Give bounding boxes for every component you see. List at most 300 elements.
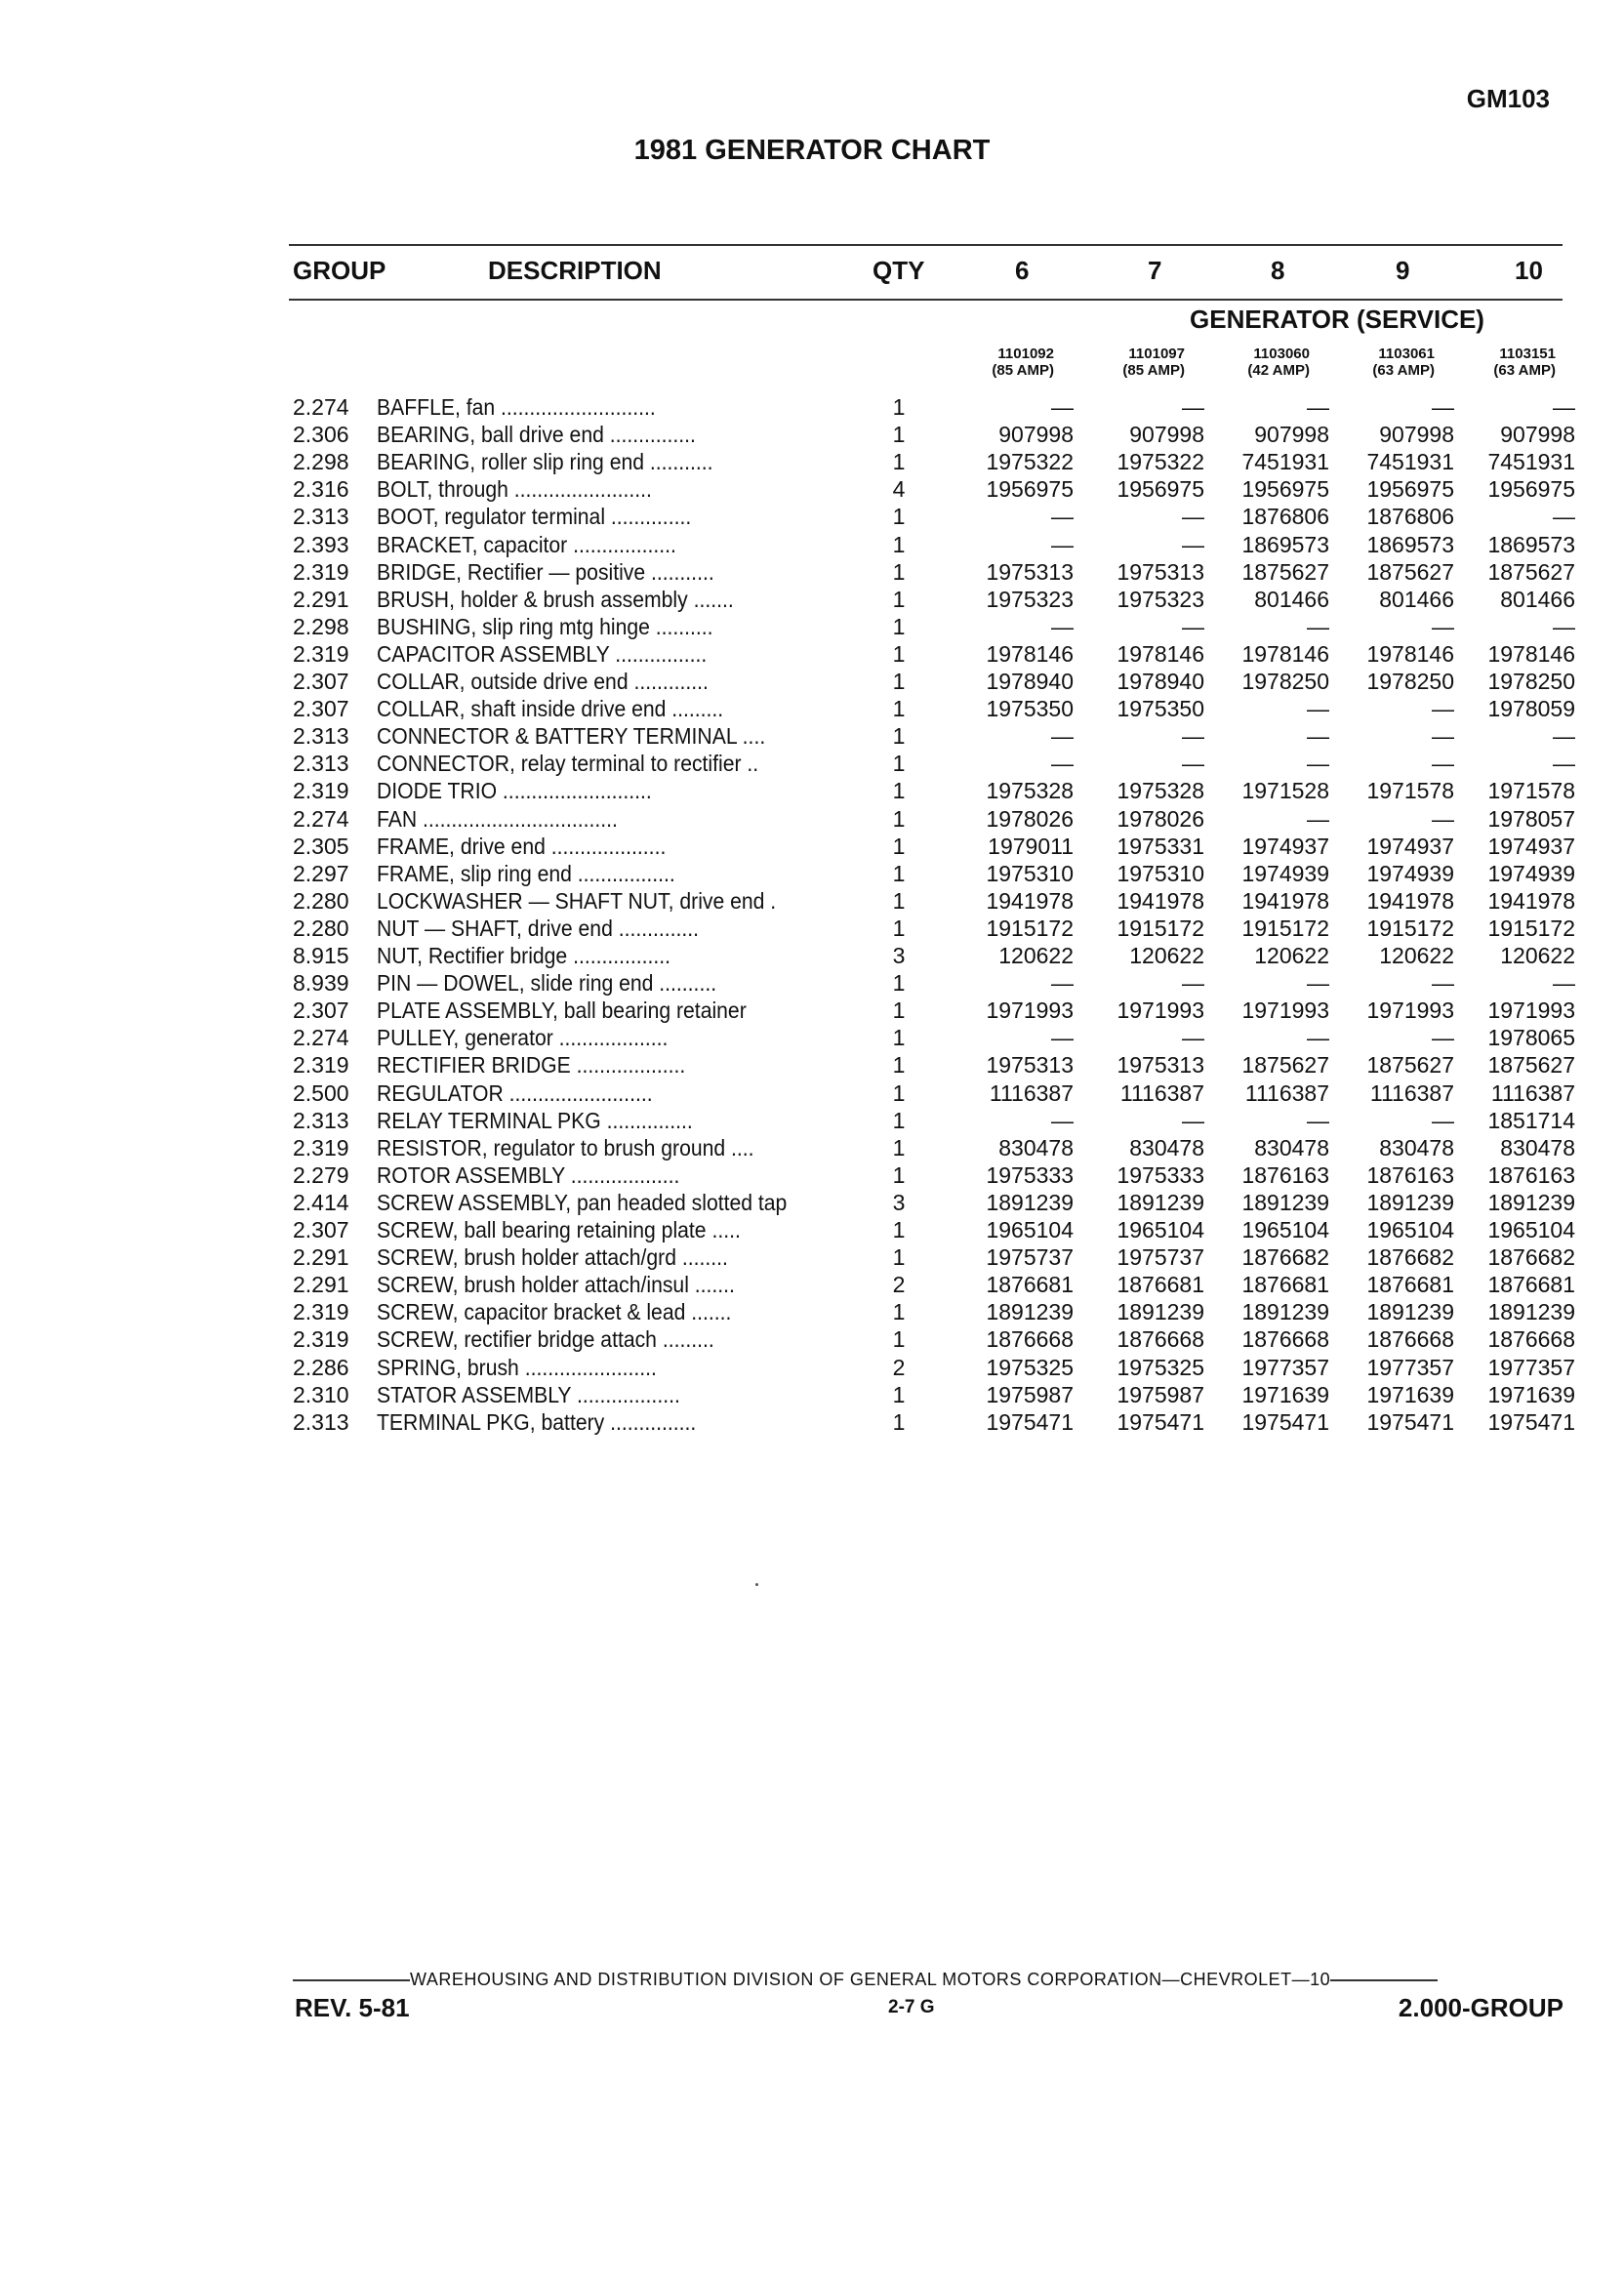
row-description: SPRING, brush ....................... <box>377 1354 657 1380</box>
subheader-generator: GENERATOR (SERVICE) <box>1190 305 1484 334</box>
row-part-number: 1975313 <box>986 1052 1074 1079</box>
row-part-number: 907998 <box>1129 422 1204 448</box>
header-col-8: 8 <box>1271 256 1285 285</box>
row-part-number: 1956975 <box>1241 476 1329 503</box>
row-qty: 1 <box>892 915 906 941</box>
row-part-number: 1978940 <box>1116 669 1204 694</box>
row-qty: 1 <box>892 504 906 530</box>
row-part-number: 907998 <box>1379 422 1454 448</box>
row-part-number: 120622 <box>998 943 1074 968</box>
row-part-number: 1956975 <box>1116 476 1204 503</box>
row-qty: 2 <box>892 1354 906 1380</box>
row-group: 2.291 <box>293 1272 349 1298</box>
row-part-number: 1941978 <box>1116 887 1204 914</box>
table-row <box>0 475 1624 503</box>
row-part-number: 1978146 <box>1116 640 1204 667</box>
row-qty: 1 <box>892 1244 906 1271</box>
row-description: SCREW, rectifier bridge attach ......... <box>377 1326 714 1353</box>
row-part-number: — <box>1307 1025 1329 1051</box>
header-col-6: 6 <box>1015 256 1030 285</box>
row-part-number: 1876163 <box>1487 1161 1575 1188</box>
row-group: 2.280 <box>293 915 349 941</box>
row-group: 2.310 <box>293 1381 349 1407</box>
row-part-number: 1941978 <box>1366 887 1454 914</box>
row-part-number: 1875627 <box>1241 558 1329 585</box>
page-code: GM103 <box>1466 84 1550 113</box>
row-qty: 1 <box>892 751 906 777</box>
row-part-number: 1875627 <box>1366 1052 1454 1079</box>
row-part-number: 1975737 <box>1116 1244 1204 1271</box>
model-number: 1103151 <box>1499 346 1556 362</box>
table-row <box>0 722 1624 750</box>
table-row <box>0 1271 1624 1298</box>
row-part-number: 1978057 <box>1487 805 1575 832</box>
row-group: 2.279 <box>293 1161 349 1188</box>
table-row <box>0 695 1624 722</box>
row-description: BRUSH, holder & brush assembly ....... <box>377 586 734 612</box>
row-part-number: 1876682 <box>1241 1244 1329 1271</box>
row-part-number: 1971993 <box>986 998 1074 1024</box>
row-part-number: 801466 <box>1379 586 1454 612</box>
row-part-number: 1975737 <box>986 1244 1074 1271</box>
row-part-number: 1876668 <box>1241 1326 1329 1353</box>
revision: REV. 5-81 <box>295 1993 410 2022</box>
row-part-number: 830478 <box>1129 1134 1204 1160</box>
row-part-number: — <box>1432 1025 1454 1051</box>
row-part-number: — <box>1307 723 1329 750</box>
row-part-number: 1876682 <box>1366 1244 1454 1271</box>
row-qty: 3 <box>892 943 906 968</box>
row-description: CONNECTOR & BATTERY TERMINAL .... <box>377 723 766 750</box>
row-group: 2.280 <box>293 887 349 914</box>
row-group: 2.291 <box>293 586 349 612</box>
row-description: FRAME, slip ring end ................. <box>377 860 675 886</box>
table-row <box>0 503 1624 530</box>
row-part-number: 1915172 <box>1116 915 1204 941</box>
row-part-number: 1116387 <box>1119 1079 1204 1106</box>
row-part-number: 1891239 <box>1366 1189 1454 1215</box>
row-part-number: 1975333 <box>986 1161 1074 1188</box>
header-col-7: 7 <box>1148 256 1162 285</box>
row-description: BUSHING, slip ring mtg hinge .......... <box>377 613 713 639</box>
row-part-number: 120622 <box>1500 943 1575 968</box>
row-qty: 1 <box>892 1326 906 1353</box>
table-row <box>0 1381 1624 1408</box>
row-part-number: 1977357 <box>1241 1354 1329 1380</box>
row-part-number: 1971528 <box>1241 778 1329 804</box>
row-part-number: 1971993 <box>1116 998 1204 1024</box>
footer-org <box>293 1970 1562 1990</box>
row-part-number: — <box>1307 805 1329 832</box>
row-description: TERMINAL PKG, battery ............... <box>377 1408 697 1435</box>
row-part-number: — <box>1051 613 1074 639</box>
row-part-number: 1977357 <box>1487 1354 1575 1380</box>
row-group: 8.939 <box>293 970 349 997</box>
row-part-number: 1974937 <box>1366 833 1454 859</box>
row-qty: 1 <box>892 613 906 639</box>
row-part-number: 1891239 <box>1116 1189 1204 1215</box>
row-part-number: 1891239 <box>986 1299 1074 1325</box>
row-qty: 1 <box>892 422 906 448</box>
model-col-7 <box>1068 346 1185 379</box>
row-part-number: — <box>1182 1107 1204 1133</box>
row-part-number: — <box>1051 723 1074 750</box>
row-description: ROTOR ASSEMBLY ................... <box>377 1161 680 1188</box>
row-part-number: 1978250 <box>1241 669 1329 694</box>
row-part-number: 1965104 <box>1487 1217 1575 1242</box>
row-part-number: 1869573 <box>1241 531 1329 557</box>
row-part-number: 120622 <box>1379 943 1454 968</box>
table-row <box>0 1134 1624 1161</box>
model-col-10 <box>1439 346 1556 379</box>
row-part-number: 801466 <box>1500 586 1575 612</box>
row-part-number: — <box>1051 970 1074 997</box>
row-part-number: — <box>1307 751 1329 777</box>
row-part-number: 1876806 <box>1241 504 1329 530</box>
top-rule <box>289 244 1563 246</box>
row-part-number: 1975471 <box>986 1408 1074 1435</box>
row-part-number: 1978065 <box>1487 1025 1575 1051</box>
row-part-number: 1876682 <box>1487 1244 1575 1271</box>
row-part-number: 1891239 <box>1241 1299 1329 1325</box>
row-part-number: — <box>1182 613 1204 639</box>
page-title: 1981 GENERATOR CHART <box>633 135 991 166</box>
row-part-number: — <box>1432 805 1454 832</box>
row-group: 2.307 <box>293 998 349 1024</box>
row-part-number: 1975333 <box>1116 1161 1204 1188</box>
row-group: 2.313 <box>293 1408 349 1435</box>
row-part-number: 1974939 <box>1366 860 1454 886</box>
row-part-number: — <box>1553 723 1575 750</box>
table-row <box>0 393 1624 421</box>
row-group: 2.274 <box>293 1025 349 1051</box>
model-col-8 <box>1193 346 1310 379</box>
row-part-number: 1975331 <box>1116 833 1204 859</box>
row-part-number: 1965104 <box>1116 1217 1204 1242</box>
row-description: PIN — DOWEL, slide ring end .......... <box>377 970 717 997</box>
row-qty: 1 <box>892 805 906 832</box>
row-part-number: 830478 <box>1500 1134 1575 1160</box>
row-part-number: 1975310 <box>986 860 1074 886</box>
row-part-number: 1956975 <box>1366 476 1454 503</box>
row-group: 2.319 <box>293 1299 349 1325</box>
row-group: 2.298 <box>293 449 349 475</box>
table-row <box>0 887 1624 915</box>
table-row <box>0 1161 1624 1189</box>
row-part-number: 1875627 <box>1366 558 1454 585</box>
row-part-number: — <box>1432 751 1454 777</box>
row-part-number: 1876668 <box>1487 1326 1575 1353</box>
row-part-number: 1876163 <box>1241 1161 1329 1188</box>
row-description: BOOT, regulator terminal .............. <box>377 504 692 530</box>
row-part-number: 907998 <box>1254 422 1329 448</box>
row-description: SCREW, brush holder attach/grd ........ <box>377 1244 728 1271</box>
row-description: SCREW ASSEMBLY, pan headed slotted tap <box>377 1189 788 1215</box>
row-part-number: 1891239 <box>1116 1299 1204 1325</box>
row-qty: 1 <box>892 860 906 886</box>
row-part-number: 1891239 <box>1487 1189 1575 1215</box>
row-qty: 1 <box>892 1408 906 1435</box>
row-description: FRAME, drive end .................... <box>377 833 667 859</box>
row-part-number: 1915172 <box>986 915 1074 941</box>
row-part-number: 1975987 <box>1116 1381 1204 1407</box>
row-part-number: 1869573 <box>1487 531 1575 557</box>
model-amp: (85 AMP) <box>992 362 1054 379</box>
row-part-number: 1978146 <box>1241 640 1329 667</box>
table-row <box>0 613 1624 640</box>
row-part-number: 1978940 <box>986 669 1074 694</box>
row-part-number: 1875627 <box>1241 1052 1329 1079</box>
table-row <box>0 915 1624 942</box>
row-group: 2.500 <box>293 1079 349 1106</box>
row-qty: 1 <box>892 558 906 585</box>
row-part-number: 1971639 <box>1487 1381 1575 1407</box>
row-description: CAPACITOR ASSEMBLY ................ <box>377 640 708 667</box>
row-part-number: 1974939 <box>1241 860 1329 886</box>
header-col-9: 9 <box>1396 256 1410 285</box>
table-row <box>0 860 1624 887</box>
footer-rule-left <box>293 1979 410 1981</box>
row-part-number: 1876681 <box>986 1272 1074 1298</box>
row-qty: 1 <box>892 833 906 859</box>
row-part-number: 120622 <box>1129 943 1204 968</box>
row-qty: 1 <box>892 778 906 804</box>
row-part-number: 1975310 <box>1116 860 1204 886</box>
row-part-number: 1975313 <box>1116 558 1204 585</box>
row-part-number: 120622 <box>1254 943 1329 968</box>
row-qty: 1 <box>892 449 906 475</box>
table-row <box>0 833 1624 860</box>
row-part-number: — <box>1182 723 1204 750</box>
header-description: DESCRIPTION <box>488 256 662 285</box>
row-part-number: 1971578 <box>1366 778 1454 804</box>
row-part-number: 1851714 <box>1487 1107 1575 1133</box>
row-part-number: — <box>1051 504 1074 530</box>
row-description: STATOR ASSEMBLY .................. <box>377 1381 680 1407</box>
row-part-number: 1116387 <box>1490 1079 1575 1106</box>
row-qty: 1 <box>892 394 906 420</box>
row-part-number: 1975313 <box>986 558 1074 585</box>
row-description: RECTIFIER BRIDGE ................... <box>377 1052 686 1079</box>
table-row <box>0 942 1624 969</box>
footer-group: 2.000-GROUP <box>1398 1993 1563 2022</box>
row-part-number: 1975323 <box>1116 586 1204 612</box>
row-part-number: — <box>1051 394 1074 420</box>
row-part-number: 1971639 <box>1241 1381 1329 1407</box>
row-group: 2.319 <box>293 1134 349 1160</box>
model-amp: (42 AMP) <box>1247 362 1310 379</box>
table-row <box>0 1243 1624 1271</box>
row-part-number: 1978250 <box>1487 669 1575 694</box>
row-part-number: 1876668 <box>986 1326 1074 1353</box>
row-description: RESISTOR, regulator to brush ground .... <box>377 1134 754 1160</box>
table-row <box>0 531 1624 558</box>
speck <box>755 1583 758 1586</box>
row-description: PULLEY, generator ................... <box>377 1025 669 1051</box>
page-number: 2-7 G <box>888 1997 935 2017</box>
footer-org-text: WAREHOUSING AND DISTRIBUTION DIVISION OF GENERAL MOTORS CORPORATION—CHEVROLET—10 <box>410 1970 1331 1989</box>
row-part-number: 907998 <box>1500 422 1575 448</box>
row-group: 2.319 <box>293 1052 349 1079</box>
table-row <box>0 586 1624 613</box>
row-part-number: 1941978 <box>1487 887 1575 914</box>
row-part-number: 1876681 <box>1366 1272 1454 1298</box>
row-part-number: 1116387 <box>989 1079 1074 1106</box>
table-row <box>0 1107 1624 1134</box>
header-group: GROUP <box>293 256 386 285</box>
table-row <box>0 1298 1624 1325</box>
row-description: SCREW, capacitor bracket & lead ....... <box>377 1299 732 1325</box>
row-description: DIODE TRIO .......................... <box>377 778 652 804</box>
row-part-number: — <box>1182 751 1204 777</box>
row-qty: 1 <box>892 1052 906 1079</box>
row-part-number: 1876681 <box>1241 1272 1329 1298</box>
row-part-number: — <box>1432 970 1454 997</box>
row-part-number: 1891239 <box>986 1189 1074 1215</box>
row-part-number: 1965104 <box>986 1217 1074 1242</box>
model-col-9 <box>1318 346 1435 379</box>
row-description: PLATE ASSEMBLY, ball bearing retainer <box>377 998 747 1024</box>
row-qty: 1 <box>892 970 906 997</box>
row-part-number: 1869573 <box>1366 531 1454 557</box>
row-part-number: 1876806 <box>1366 504 1454 530</box>
row-part-number: 1975471 <box>1487 1408 1575 1435</box>
row-part-number: 1941978 <box>1241 887 1329 914</box>
row-part-number: 1975987 <box>986 1381 1074 1407</box>
row-part-number: — <box>1553 751 1575 777</box>
table-row <box>0 1216 1624 1243</box>
row-part-number: 801466 <box>1254 586 1329 612</box>
row-group: 2.319 <box>293 558 349 585</box>
row-part-number: — <box>1307 970 1329 997</box>
row-part-number: 1971578 <box>1487 778 1575 804</box>
row-part-number: — <box>1432 613 1454 639</box>
row-part-number: 1974937 <box>1241 833 1329 859</box>
row-group: 2.305 <box>293 833 349 859</box>
row-part-number: 1971993 <box>1487 998 1575 1024</box>
row-part-number: — <box>1553 970 1575 997</box>
table-row <box>0 1408 1624 1436</box>
row-group: 2.307 <box>293 669 349 694</box>
row-qty: 1 <box>892 998 906 1024</box>
row-group: 2.313 <box>293 751 349 777</box>
row-group: 2.307 <box>293 696 349 722</box>
row-part-number: — <box>1182 1025 1204 1051</box>
row-part-number: 1975322 <box>1116 449 1204 475</box>
row-part-number: 1891239 <box>1366 1299 1454 1325</box>
row-qty: 1 <box>892 1299 906 1325</box>
row-part-number: 1975471 <box>1116 1408 1204 1435</box>
table-row <box>0 1325 1624 1353</box>
row-part-number: 1971993 <box>1366 998 1454 1024</box>
row-part-number: — <box>1553 394 1575 420</box>
row-description: COLLAR, outside drive end ............. <box>377 669 709 694</box>
row-part-number: 7451931 <box>1366 449 1454 475</box>
row-part-number: 1978146 <box>1487 640 1575 667</box>
row-part-number: — <box>1307 613 1329 639</box>
table-row <box>0 997 1624 1024</box>
row-part-number: 1978026 <box>986 805 1074 832</box>
row-description: SCREW, brush holder attach/insul ....... <box>377 1272 735 1298</box>
row-part-number: 1915172 <box>1241 915 1329 941</box>
row-qty: 1 <box>892 531 906 557</box>
row-part-number: 1975325 <box>986 1354 1074 1380</box>
row-qty: 1 <box>892 723 906 750</box>
row-part-number: — <box>1051 751 1074 777</box>
row-description: RELAY TERMINAL PKG ............... <box>377 1107 693 1133</box>
table-row <box>0 1354 1624 1381</box>
row-part-number: 1975350 <box>986 696 1074 722</box>
row-part-number: 1915172 <box>1487 915 1575 941</box>
model-number: 1103061 <box>1378 346 1435 362</box>
row-part-number: 7451931 <box>1241 449 1329 475</box>
row-part-number: 1975471 <box>1366 1408 1454 1435</box>
row-group: 2.298 <box>293 613 349 639</box>
table-row <box>0 1189 1624 1216</box>
model-number: 1103060 <box>1253 346 1310 362</box>
row-part-number: 830478 <box>1254 1134 1329 1160</box>
row-group: 2.291 <box>293 1244 349 1271</box>
row-part-number: 1975325 <box>1116 1354 1204 1380</box>
row-description: NUT — SHAFT, drive end .............. <box>377 915 700 941</box>
table-row <box>0 1079 1624 1107</box>
row-description: LOCKWASHER — SHAFT NUT, drive end . <box>377 887 777 914</box>
row-description: CONNECTOR, relay terminal to rectifier .. <box>377 751 759 777</box>
model-col-6 <box>937 346 1054 379</box>
row-group: 2.297 <box>293 860 349 886</box>
row-part-number: 1875627 <box>1487 558 1575 585</box>
row-part-number: 7451931 <box>1487 449 1575 475</box>
table-row <box>0 448 1624 475</box>
row-part-number: 1978059 <box>1487 696 1575 722</box>
row-part-number: — <box>1432 1107 1454 1133</box>
row-qty: 2 <box>892 1272 906 1298</box>
row-description: BRIDGE, Rectifier — positive ........... <box>377 558 714 585</box>
row-part-number: 1891239 <box>1487 1299 1575 1325</box>
row-part-number: 1875627 <box>1487 1052 1575 1079</box>
row-part-number: 1975322 <box>986 449 1074 475</box>
row-part-number: — <box>1182 394 1204 420</box>
row-part-number: — <box>1182 531 1204 557</box>
row-group: 2.393 <box>293 531 349 557</box>
row-part-number: 830478 <box>1379 1134 1454 1160</box>
row-group: 2.313 <box>293 723 349 750</box>
row-part-number: 1975323 <box>986 586 1074 612</box>
row-part-number: 1965104 <box>1366 1217 1454 1242</box>
row-part-number: 1876668 <box>1116 1326 1204 1353</box>
row-qty: 1 <box>892 1217 906 1242</box>
row-part-number: — <box>1182 504 1204 530</box>
row-group: 2.414 <box>293 1189 349 1215</box>
row-part-number: 1915172 <box>1366 915 1454 941</box>
model-amp: (85 AMP) <box>1122 362 1185 379</box>
row-qty: 4 <box>892 476 906 503</box>
row-qty: 1 <box>892 1134 906 1160</box>
model-number: 1101097 <box>1128 346 1185 362</box>
row-part-number: 907998 <box>998 422 1074 448</box>
table-row <box>0 805 1624 833</box>
row-part-number: 1977357 <box>1366 1354 1454 1380</box>
row-group: 8.915 <box>293 943 349 968</box>
row-part-number: — <box>1432 394 1454 420</box>
row-qty: 1 <box>892 696 906 722</box>
row-part-number: — <box>1051 1107 1074 1133</box>
row-group: 2.274 <box>293 805 349 832</box>
row-part-number: 1876681 <box>1487 1272 1575 1298</box>
row-part-number: 1956975 <box>1487 476 1575 503</box>
row-group: 2.319 <box>293 640 349 667</box>
row-description: NUT, Rectifier bridge ................. <box>377 943 671 968</box>
